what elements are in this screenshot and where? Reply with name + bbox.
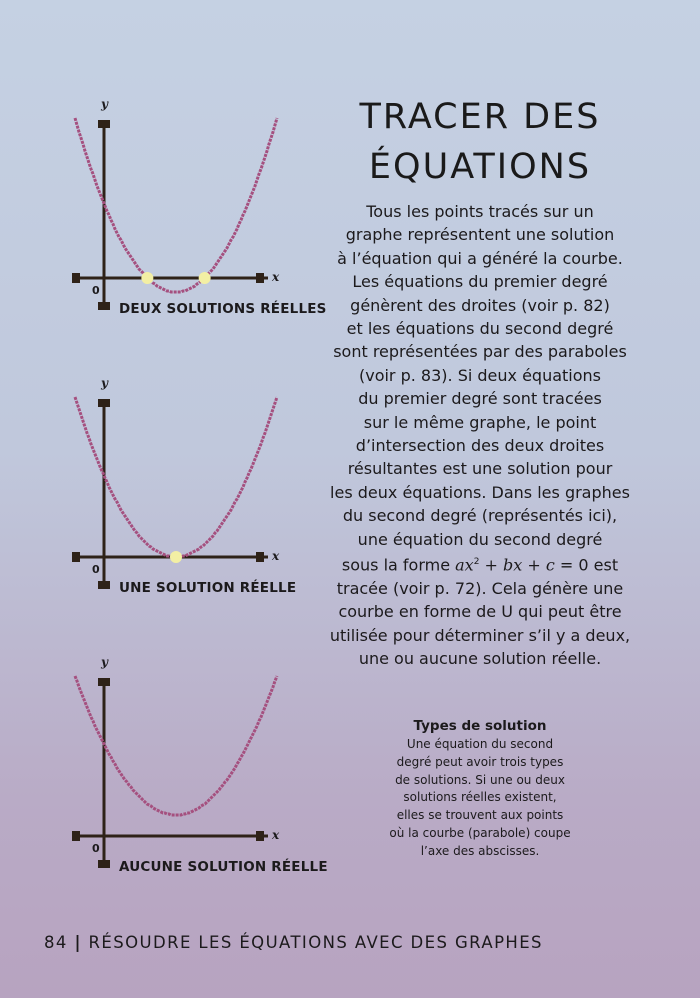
sidebar-line: Une équation du second <box>406 737 554 751</box>
paragraph-line: sont représentées par des paraboles <box>333 342 627 362</box>
root-point <box>141 272 153 284</box>
formula-terms-bc: + bx + c <box>479 555 555 575</box>
formula-exponent: 2 <box>473 557 480 568</box>
title-line: TRACER DES <box>359 97 601 137</box>
graph-label-no-root: AUCUNE SOLUTION RÉELLE <box>119 859 328 875</box>
paragraph-line: génèrent des droites (voir p. 82) <box>350 295 610 315</box>
origin-label: 0 <box>92 284 100 297</box>
sidebar-line: solutions réelles existent, <box>403 790 557 805</box>
origin-label: 0 <box>92 563 100 576</box>
x-axis-end-cap <box>72 831 80 841</box>
paragraph-line: sur le même graphe, le point <box>363 412 597 432</box>
graph-label-one-root: UNE SOLUTION RÉELLE <box>119 580 297 596</box>
page-footer <box>44 933 543 952</box>
footer-separator: | <box>74 933 82 952</box>
sidebar-line: degré peut avoir trois types <box>396 754 564 769</box>
y-axis-end-cap <box>98 678 110 686</box>
formula-line <box>320 551 640 577</box>
chapter-title: RÉSOUDRE LES ÉQUATIONS AVEC DES GRAPHES <box>88 933 543 952</box>
graph-label-two-roots: DEUX SOLUTIONS RÉELLES <box>119 301 327 317</box>
x-axis-end-cap <box>72 273 80 283</box>
paragraph-line: Tous les points tracés sur un <box>366 202 594 221</box>
paragraph-line: tracée (voir p. 72). Cela génère une <box>336 578 624 598</box>
x-axis-end-cap <box>72 552 80 562</box>
formula-prefix: sous la forme <box>341 555 456 575</box>
x-axis-label: x <box>272 270 280 284</box>
paragraph-line: courbe en forme de U qui peut être <box>338 602 622 622</box>
paragraph-line: (voir p. 83). Si deux équations <box>358 365 602 385</box>
paragraph-line: une ou aucune solution réelle. <box>358 649 602 669</box>
sidebar-line: où la courbe (parabole) coupe <box>389 825 571 840</box>
page-title <box>330 92 630 192</box>
paragraph-line: à l’équation qui a généré la courbe. <box>337 248 623 268</box>
origin-label: 0 <box>92 842 100 855</box>
paragraph-line: résultantes est une solution pour <box>347 459 613 479</box>
page-number: 84 <box>44 933 68 952</box>
title-line: ÉQUATIONS <box>368 147 592 187</box>
y-axis-label: y <box>101 97 108 111</box>
paragraph-line: graphe représentent une solution <box>345 225 615 245</box>
y-axis-end-cap <box>98 302 110 310</box>
y-axis-end-cap <box>98 399 110 407</box>
formula-suffix: = 0 est <box>554 555 619 575</box>
y-axis-end-cap <box>98 581 110 589</box>
paragraph-line: les deux équations. Dans les graphes <box>330 482 630 502</box>
root-point <box>170 551 182 563</box>
x-axis-end-cap <box>256 273 264 283</box>
paragraph-line: du premier degré sont tracées <box>358 389 602 409</box>
sidebar-line: l’axe des abscisses. <box>420 843 540 858</box>
y-axis-end-cap <box>98 120 110 128</box>
paragraph-line: utilisée pour déterminer s’il y a deux, <box>329 625 631 645</box>
y-axis-label: y <box>101 376 108 390</box>
x-axis-label: x <box>272 828 280 842</box>
paragraph-line: Les équations du premier degré <box>352 272 608 292</box>
formula-term-a: ax <box>455 555 474 575</box>
body-paragraph <box>320 200 640 670</box>
sidebar-line: de solutions. Si une ou deux <box>395 772 565 787</box>
y-axis-end-cap <box>98 860 110 868</box>
paragraph-line: du second degré (représentés ici), <box>342 506 618 526</box>
root-point <box>199 272 211 284</box>
paragraph-line: une équation du second degré <box>357 529 603 549</box>
paragraph-line: et les équations du second degré <box>346 319 614 339</box>
x-axis-label: x <box>272 549 280 563</box>
paragraph-line: d’intersection des deux droites <box>355 436 605 456</box>
x-axis-end-cap <box>256 831 264 841</box>
x-axis-end-cap <box>256 552 264 562</box>
sidebar-box <box>370 716 590 861</box>
sidebar-title: Types de solution <box>413 718 547 734</box>
sidebar-line: elles se trouvent aux points <box>396 808 564 823</box>
y-axis-label: y <box>101 655 108 669</box>
